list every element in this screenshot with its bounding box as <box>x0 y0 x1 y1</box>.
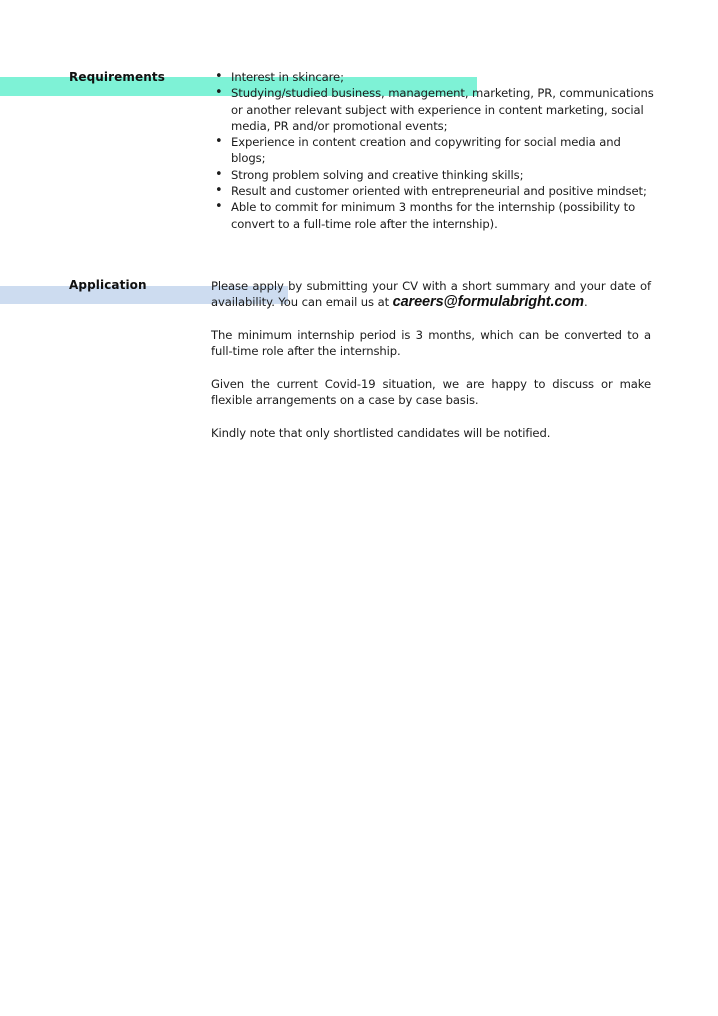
requirements-heading: Requirements <box>69 70 165 84</box>
application-body <box>211 278 651 457</box>
apply-text-end: . <box>583 295 588 310</box>
application-paragraph-apply <box>211 278 651 311</box>
requirement-item: • Studying/studied business, management, marketing, PR, communications or another relevant subject with experience in content marketing, social media, PR and/or promotional events; <box>215 85 655 134</box>
apply-text: Please apply by submitting your CV with a short summary and your date of availability. You can email us at <box>211 279 651 310</box>
application-heading: Application <box>69 278 147 292</box>
application-paragraph-note: Kindly note that only shortlisted candidates will be notified. <box>211 425 551 440</box>
application-paragraph-period: The minimum internship period is 3 months, which can be converted to a full-time role after the internship. <box>211 327 651 359</box>
application-paragraph-covid: Given the current Covid-19 situation, we are happy to discuss or make flexible arrangements on a case by case basis. <box>211 376 651 408</box>
requirement-item: • Experience in content creation and copywriting for social media and blogs; <box>215 134 655 167</box>
requirement-item: • Interest in skincare; <box>215 69 655 85</box>
requirements-list <box>215 69 655 232</box>
requirement-item: • Result and customer oriented with entrepreneurial and positive mindset; <box>215 183 655 199</box>
email-link[interactable]: careers@formulabright.com <box>392 294 584 311</box>
requirement-item: • Strong problem solving and creative thinking skills; <box>215 167 655 183</box>
requirement-item: • Able to commit for minimum 3 months for the internship (possibility to convert to a full-time role after the internship). <box>215 199 655 232</box>
